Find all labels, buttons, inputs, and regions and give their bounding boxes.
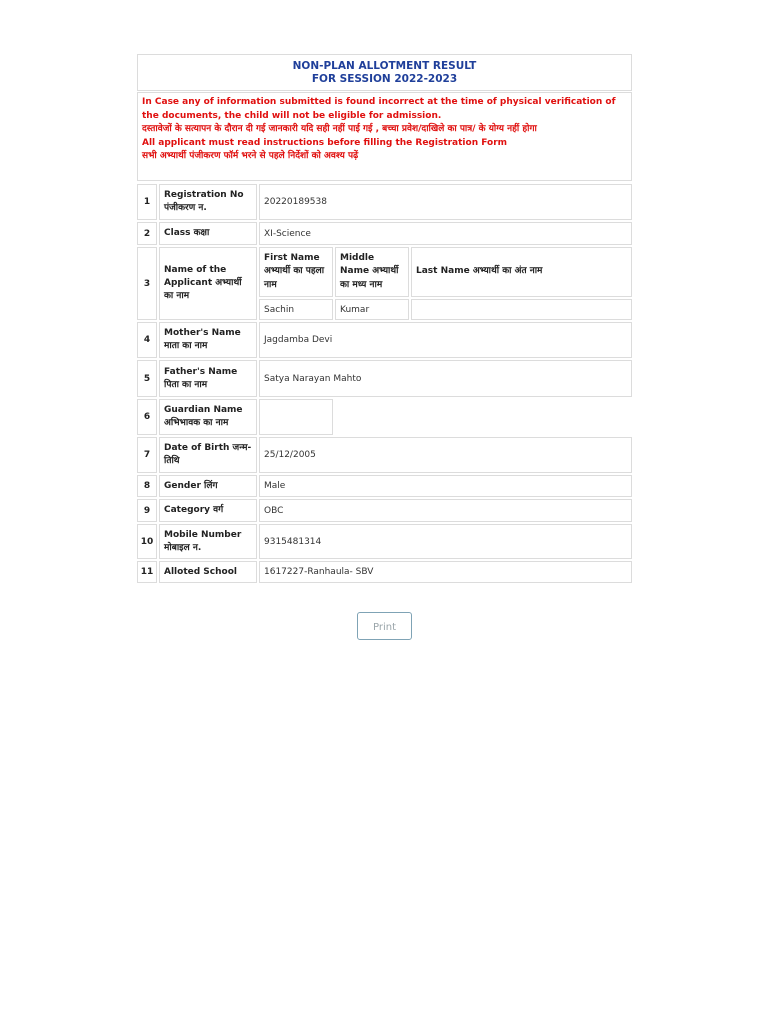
- eligibility-notice: [137, 92, 632, 181]
- gender-value: Male: [259, 475, 632, 497]
- row-number: 7: [137, 437, 157, 473]
- first-name-label: First Name अभ्यार्थी का पहला नाम: [259, 247, 333, 297]
- table-row: [137, 437, 632, 473]
- mother-name-label: Mother's Name माता का नाम: [159, 322, 257, 358]
- alloted-school-label: Alloted School: [159, 561, 257, 583]
- row-number: 8: [137, 475, 157, 497]
- empty-cell: [335, 399, 632, 435]
- row-number: 1: [137, 184, 157, 220]
- guardian-name-label: Guardian Name अभिभावक का नाम: [159, 399, 257, 435]
- mobile-label: Mobile Number मोबाइल न.: [159, 524, 257, 559]
- category-value: OBC: [259, 499, 632, 522]
- table-row: [137, 184, 632, 220]
- row-number: 9: [137, 499, 157, 522]
- notice-english: In Case any of information submitted is found incorrect at the time of physical verification of the documents, the child will not be eligible for admission.: [142, 97, 616, 121]
- dob-value: 25/12/2005: [259, 437, 632, 473]
- class-label: Class कक्षा: [159, 222, 257, 245]
- last-name-value: [411, 299, 632, 320]
- table-row: [137, 475, 632, 497]
- table-row: [137, 524, 632, 559]
- table-row: [137, 222, 632, 245]
- row-number: 5: [137, 360, 157, 397]
- row-number: 10: [137, 524, 157, 559]
- page-title: NON-PLAN ALLOTMENT RESULT: [292, 60, 477, 72]
- last-name-label: Last Name अभ्यार्थी का अंत नाम: [411, 247, 632, 297]
- mobile-value: 9315481314: [259, 524, 632, 559]
- table-row: [137, 561, 632, 583]
- row-number: 11: [137, 561, 157, 583]
- middle-name-label: Middle Name अभ्यार्थी का मध्य नाम: [335, 247, 409, 297]
- gender-label: Gender लिंग: [159, 475, 257, 497]
- result-header: [137, 54, 632, 91]
- applicant-name-label: Name of the Applicant अभ्यार्थी का नाम: [159, 247, 257, 320]
- row-number: 2: [137, 222, 157, 245]
- father-name-label: Father's Name पिता का नाम: [159, 360, 257, 397]
- first-name-value: Sachin: [259, 299, 333, 320]
- guardian-name-value: [259, 399, 333, 435]
- table-row: [137, 322, 632, 358]
- dob-label: Date of Birth जन्म-तिथि: [159, 437, 257, 473]
- instruction-english: All applicant must read instructions before filling the Registration Form: [142, 137, 508, 148]
- row-number: 4: [137, 322, 157, 358]
- table-row: [137, 360, 632, 397]
- table-row: [137, 499, 632, 522]
- session-subtitle: FOR SESSION 2022-2023: [311, 73, 458, 85]
- father-name-value: Satya Narayan Mahto: [259, 360, 632, 397]
- applicant-details-table: [135, 182, 634, 585]
- middle-name-value: Kumar: [335, 299, 409, 320]
- registration-label: Registration No पंजीकरण न.: [159, 184, 257, 220]
- table-row: [137, 399, 632, 435]
- allotment-result-panel: [137, 54, 632, 585]
- notice-hindi: दस्तावेजों के सत्यापन के दौरान दी गई जानकारी यदि सही नहीं पाई गई , बच्चा प्रवेश/दाखिले का पात्र/ के योग्य नहीं होगा: [142, 124, 537, 134]
- class-value: XI-Science: [259, 222, 632, 245]
- alloted-school-value: 1617227-Ranhaula- SBV: [259, 561, 632, 583]
- row-number: 6: [137, 399, 157, 435]
- print-button[interactable]: Print: [357, 612, 412, 640]
- registration-value: 20220189538: [259, 184, 632, 220]
- table-row: [137, 247, 632, 297]
- category-label: Category वर्ग: [159, 499, 257, 522]
- row-number: 3: [137, 247, 157, 320]
- mother-name-value: Jagdamba Devi: [259, 322, 632, 358]
- instruction-hindi: सभी अभ्यार्थी पंजीकरण फॉर्म भरने से पहले निर्देशों को अवश्य पढ़ें: [142, 151, 359, 161]
